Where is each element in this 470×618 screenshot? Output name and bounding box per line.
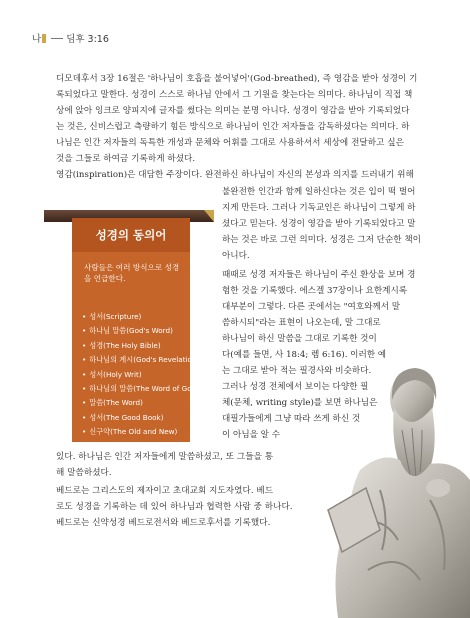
body-line: 는 그대로 받아 적는 필경사와 비슷하다. [222,366,372,376]
list-item: • 신구약(The Old and New) [82,425,199,439]
body-line: 대필가들에게 그냥 따라 쓰게 하신 것 [222,414,361,424]
synonym-list [82,310,199,454]
body-line: 험한 것을 기록했다. 에스겔 37장이나 요한계시록 [222,286,408,296]
list-item: • 하나님의 계시(God's Revelation) [82,353,199,367]
sidebar-banner [72,218,190,252]
body-line: 씀하시되"라는 표현이 나오는데, 말 그대로 [222,318,381,328]
gold-tick-mark [42,34,46,43]
body-line: 불완전한 인간과 함께 일하신다는 것은 입이 떡 벌어 [222,187,416,197]
body-line: 그러나 성경 전체에서 보이는 다양한 필 [222,382,369,392]
body-line: 베드로는 신약성경 베드로전서와 베드로후서를 기록했다. [56,518,271,528]
running-head-rule [51,38,63,39]
sidebar-title: 성경의 동의어 [95,228,167,242]
body-line: 상에 앉아 잉크로 양피지에 글자를 썼다는 의미는 분명 아니다. 성경이 영감을 받아 기록되었다 [56,106,410,116]
body-line: 체(문체, writing style)를 보면 하나님은 [222,398,378,408]
body-line: 하나님이 하신 말씀을 그대로 기록한 것이 [222,334,377,344]
list-item: • 성서(The Good Book) [82,411,199,425]
list-item: • 하나님 말씀(God's Word) [82,324,199,338]
body-line: 셨다고 믿는다. 성경이 영감을 받아 기록되었다고 말 [222,219,416,229]
running-head [32,31,109,45]
list-item: • 성서(Scripture) [82,310,199,324]
body-line: 영감(inspiration)은 대담한 주장이다. 완전하신 하나님이 자신의 본성과 의지를 드러내기 위해 [56,170,414,180]
body-line: 나님은 인간 저자들의 독특한 개성과 문체와 어휘를 그대로 사용하셔서 세상에 전달하고 싶은 [56,138,404,148]
body-line: 베드로는 그리스도의 제자이고 초대교회 지도자였다. 베드 [56,486,274,496]
list-item: • 말씀(The Word) [82,396,199,410]
page-marker: 나 [32,34,42,45]
body-line: 는 것은, 신비스럽고 측량하기 힘든 방식으로 하나님이 인간 저자들을 감독하셨다는 의미다. 하 [56,122,410,132]
sidebar-box [72,252,200,451]
body-line: 하는 것은 바로 그런 의미다. 성경은 그저 단순한 책이 [222,235,421,245]
list-item: • 성경(The Holy Bible) [82,339,199,353]
scripture-reference: 딤후 3:16 [66,34,109,45]
list-item: • 하나님의 말씀(The Word of God) [82,382,199,396]
list-item: • 진리의 말씀(Biblical Truth) [82,440,199,454]
body-line: 아니다. [222,251,250,261]
body-line: 있다. 하나님은 인간 저자들에게 말씀하셨고, 또 그들을 통 [56,452,274,462]
list-item: • 성서(Holy Writ) [82,368,199,382]
body-line: 때때로 성경 저자들은 하나님이 주신 환상을 보며 경 [222,270,416,280]
body-line: 대부분이 그렇다. 다른 곳에서는 "여호와께서 말 [222,302,401,312]
body-line: 지게 만든다. 그러나 기독교인은 하나님이 그렇게 하 [222,203,416,213]
body-line: 로도 성경을 기록하는 데 있어 하나님과 협력한 사람 중 하나다. [56,502,293,512]
body-line: 이 아님을 알 수 [222,430,281,440]
body-line: 해 말씀하셨다. [56,468,112,478]
body-line: 것을 그들로 하여금 기록하게 하셨다. [56,154,196,164]
synonyms-sidebar [44,210,214,451]
body-line: 다(예를 들면, 사 18:4; 렘 6:16). 이러한 예 [222,350,387,360]
body-line: 록되었다고 말한다. 성경이 스스로 하나님 안에서 그 기원을 찾는다는 의미다. 하나님이 직접 책 [56,90,413,100]
sidebar-intro: 사람들은 여러 방식으로 성경을 언급한다. [84,263,180,283]
body-line: 디모데후서 3장 16절은 '하나님이 호흡을 불어넣어'(God-breathed), 즉 영감을 받아 성경이 기 [56,74,418,84]
